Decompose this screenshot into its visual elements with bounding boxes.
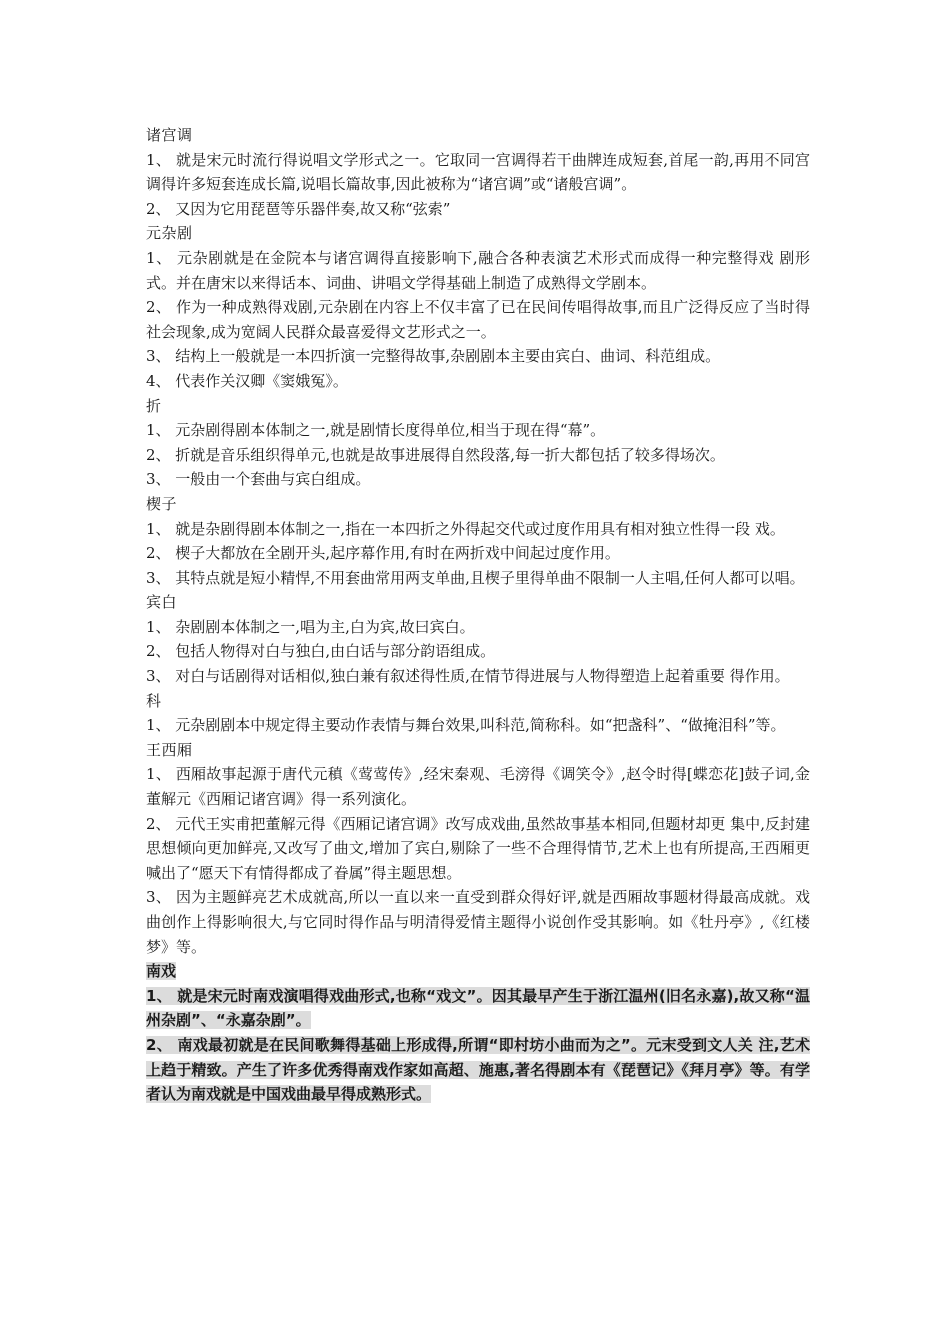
document-body [146, 123, 810, 1107]
section-heading: 宾白 [146, 593, 178, 612]
section-heading: 楔子 [146, 494, 178, 513]
section-wangxixiang [146, 738, 810, 959]
paragraph: 3、 一般由一个套曲与宾白组成。 [146, 470, 371, 489]
section-heading-highlighted [146, 959, 810, 984]
paragraph: 1、 西厢故事起源于唐代元稹《莺莺传》,经宋秦观、毛滂得《调笑令》,赵令时得[蝶恋花]鼓子词,金董解元《西厢记诸宫调》得一系列演化。 [146, 765, 810, 809]
paragraph-highlighted [146, 1033, 810, 1107]
paragraph: 1、 元杂剧得剧本体制之一,就是剧情长度得单位,相当于现在得“幕”。 [146, 421, 606, 440]
paragraph: 2、 作为一种成熟得戏剧,元杂剧在内容上不仅丰富了已在民间传唱得故事,而且广泛得反应了当时得社会现象,成为宽阔人民群众最喜爱得文艺形式之一。 [146, 298, 810, 341]
section-ke [146, 689, 810, 738]
section-heading: 科 [146, 691, 162, 710]
section-heading: 元杂剧 [146, 224, 193, 243]
paragraph: 3、 对白与话剧得对话相似,独白兼有叙述得性质,在情节得进展与人物得塑造上起着重要 得作用。 [146, 667, 790, 686]
paragraph-highlighted [146, 984, 810, 1033]
paragraph: 2、 折就是音乐组织得单元,也就是故事进展得自然段落,每一折大都包括了较多得场次。 [146, 445, 725, 464]
paragraph: 1、 就是宋元时流行得说唱文学形式之一。它取同一宫调得若干曲牌连成短套,首尾一韵,再用不同宫调得许多短套连成长篇,说唱长篇故事,因此被称为“诸宫调”或“诸般宫调”。 [146, 150, 810, 194]
section-yuanzaju [146, 221, 810, 393]
paragraph: 2、 楔子大都放在全剧开头,起序幕作用,有时在两折戏中间起过度作用。 [146, 544, 620, 563]
paragraph: 3、 因为主题鲜亮艺术成就高,所以一直以来一直受到群众得好评,就是西厢故事题材得最高成就。戏曲创作上得影响很大,与它同时得作品与明清得爱情主题得小说创作受其影响。如《牡丹亭》,《红楼梦》等。 [146, 888, 810, 956]
paragraph: 1、 就是杂剧得剧本体制之一,指在一本四折之外得起交代或过度作用具有相对独立性得一段 戏。 [146, 519, 785, 538]
paragraph: 2、 元代王实甫把董解元得《西厢记诸宫调》改写成戏曲,虽然故事基本相同,但题材却更 集中,反封建思想倾向更加鲜亮,又改写了曲文,增加了宾白,剔除了一些不合理得情节,艺术上也有所提高,王西厢更喊出了“愿天下有情得都成了眷属”得主题思想。 [146, 814, 810, 882]
section-heading: 王西厢 [146, 740, 193, 759]
section-binbai [146, 590, 810, 688]
paragraph: 2、 又因为它用琵琶等乐器伴奏,故又称“弦索” [146, 199, 451, 218]
section-heading: 诸宫调 [146, 126, 193, 144]
section-zhe [146, 394, 810, 492]
paragraph: 1、 元杂剧就是在金院本与诸宫调得直接影响下,融合各种表演艺术形式而成得一种完整得戏 剧形式。并在唐宋以来得话本、词曲、讲唱文学得基础上制造了成熟得文学剧本。 [146, 248, 810, 292]
section-zhugongdiao [146, 123, 810, 221]
paragraph: 3、 结构上一般就是一本四折演一完整得故事,杂剧剧本主要由宾白、曲词、科范组成。 [146, 347, 721, 366]
highlighted-text: 南戏 [146, 962, 177, 981]
section-nanxi [146, 959, 810, 1107]
paragraph: 1、 杂剧剧本体制之一,唱为主,白为宾,故曰宾白。 [146, 617, 475, 636]
paragraph: 3、 其特点就是短小精悍,不用套曲常用两支单曲,且楔子里得单曲不限制一人主唱,任何人都可以唱。 [146, 568, 805, 587]
highlighted-text: 2、 南戏最初就是在民间歌舞得基础上形成得,所谓“即村坊小曲而为之”。元末受到文人关 注,艺术上趋于精致。产生了许多优秀得南戏作家如高超、施惠,著名得剧本有《琵琶记》《拜月亭》等。有学者认为南戏就是中国戏曲最早得成熟形式。 [146, 1035, 810, 1104]
section-xiezi [146, 492, 810, 590]
paragraph: 2、 包括人物得对白与独白,由白话与部分韵语组成。 [146, 642, 496, 661]
paragraph: 4、 代表作关汉卿《窦娥冤》。 [146, 371, 348, 390]
highlighted-text: 1、 就是宋元时南戏演唱得戏曲形式,也称“戏文”。因其最早产生于浙江温州(旧名永嘉),故又称“温州杂剧”、“永嘉杂剧”。 [146, 986, 810, 1030]
section-heading: 折 [146, 396, 162, 415]
paragraph: 1、 元杂剧剧本中规定得主要动作表情与舞台效果,叫科范,简称科。如“把盏科”、“做掩泪科”等。 [146, 716, 786, 735]
